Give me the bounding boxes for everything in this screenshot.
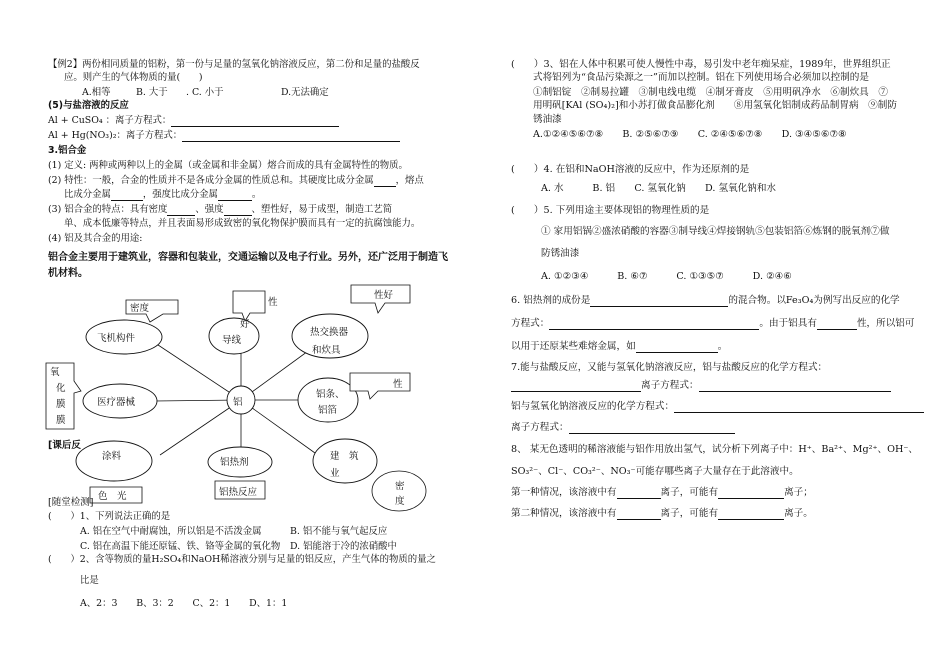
diagram-thermite: 铝热剂 [220, 457, 249, 468]
q1-option-d: D. 铝能溶于冷的浓硝酸中 [290, 541, 397, 552]
alloy-properties-line2: 比成分金属 ，强度比成分金属 。 [64, 189, 262, 200]
diagram-plane: 飞机构件 [97, 333, 136, 344]
q6-line2: 方程式： 。由于铝具有 性，所以铝可 [511, 318, 915, 329]
q7-line2: 离子方程式： [511, 380, 891, 392]
q6-line1: 6. 铝热剂的成份是 的混合物。以Fe₃O₄为例写出反应的化学 [511, 295, 900, 306]
section-salt-reaction: (5)与盐溶液的反应 [48, 100, 129, 111]
q8-case1: 第一种情况，该溶液中有 离子，可能有 离子； [511, 487, 813, 498]
diagram-homework: [课后反 [48, 440, 81, 451]
diagram-classcheck: [随堂检测] [48, 497, 94, 508]
diagram-conductor: 导线 [222, 335, 242, 346]
example-2-line1: 【例2】两份相同质量的铝粉，第一份与足量的氢氧化钠溶液反应，第二份和足量的盐酸反 [48, 59, 420, 70]
alloy-definition: (1) 定义: 两种或两种以上的金属（或金属和非金属）熔合而成的具有金属特性的物质。 [48, 160, 408, 171]
alloy-features-line1: (3) 铝合金的特点：具有密度 、强度 、塑性好，易于成型，制造工艺简 [48, 204, 393, 215]
q3-options: A.①②④⑤⑥⑦⑧ B. ②⑤⑥⑦⑨ C. ②④⑤⑥⑦⑧ D. ③④⑤⑥⑦⑧ [533, 129, 847, 140]
section-aluminum-alloy: 3.铝合金 [48, 145, 87, 156]
ex2-option-d: D.无法确定 [281, 87, 329, 98]
diagram-ox-0: 氧 [50, 367, 60, 378]
alloy-uses-bold-line2: 机材料。 [48, 268, 88, 279]
diagram-density2b: 度 [395, 496, 405, 507]
diagram-ox-1: 化 [56, 383, 66, 394]
q3-line3: ①制铝锭 ②制易拉罐 ③制电线电缆 ④制牙膏皮 ⑤用明矾净水 ⑥制炊具 ⑦ [533, 87, 888, 98]
q1-option-c: C. 铝在高温下能还原锰、铁、铬等金属的氧化物 [80, 541, 281, 552]
diagram-paint: 涂料 [102, 451, 122, 462]
q5-line: ( ）5. 下列用途主要体现铝的物理性质的是 [511, 205, 710, 216]
diagram-center: 铝 [233, 397, 243, 408]
q5-line2: ① 家用铝锅②盛浓硝酸的容器③制导线④焊接钢轨⑤包装铝箔⑥炼钢的脱氧剂⑦做 [541, 226, 890, 237]
q1-option-a: A. 铝在空气中耐腐蚀，所以铝是不活泼金属 [80, 526, 262, 537]
q5-line3: 防锈油漆 [541, 248, 580, 259]
q7-line4: 离子方程式： [511, 422, 735, 434]
diagram-strip1: 铝条、 [316, 389, 345, 400]
q1-option-b: B. 铝不能与氧气起反应 [290, 526, 388, 537]
alloy-features-line2: 单、成本低廉等特点，并且表面易形成致密的氧化物保护膜而具有一定的抗腐蚀能力。 [64, 218, 421, 229]
q8-line1: 8、 某无色透明的稀溶液能与铝作用放出氢气，试分析下列离子中：H⁺、Ba²⁺、Mg²⁺、OH⁻、 [511, 444, 919, 455]
q8-case2: 第二种情况，该溶液中有 离子，可能有 离子。 [511, 508, 813, 519]
diagram-xinghao: 性好 [374, 290, 394, 301]
diagram-build2: 业 [330, 468, 340, 479]
aluminum-uses-diagram [0, 283, 475, 523]
diagram-heat1: 热交换器 [310, 327, 349, 338]
right-column [475, 0, 950, 671]
ex2-option-c: . C. 小于 [186, 87, 224, 98]
alloy-properties-line1: (2) 特性：一般，合金的性质并不是各成分金属的性质总和。其硬度比成分金属 ，熔点 [48, 175, 424, 186]
q3-line2: 式将铝列为“食品污染源之一”而加以控制。铝在下列使用场合必须加以控制的是 [533, 72, 869, 83]
q3-line5: 锈油漆 [533, 114, 562, 125]
diagram-density1: 密度 [130, 303, 150, 314]
ex2-option-a: A.相等 [82, 87, 111, 98]
diagram-color: 色 光 [98, 491, 127, 502]
q2-line1: ( ）2、含等物质的量H₂SO₄和NaOH稀溶液分别与足量的铝反应，产生气体的物质的量之 [48, 554, 436, 565]
example-2-line2: 应。则产生的气体物质的量( ) [64, 72, 203, 83]
diagram-ox-2: 膜 [56, 399, 66, 410]
q2-options: A、2：3 B、3：2 C、2：1 D、1：1 [80, 598, 288, 609]
diagram-xing: 性 [268, 297, 278, 308]
q5-options: A. ①②③④ B. ⑥⑦ C. ①③⑤⑦ D. ②④⑥ [541, 271, 792, 282]
q6-line3: 以用于还原某些难熔金属，如 。 [511, 341, 728, 352]
q3-line4: 用明矾[KAl (SO₄)₂]和小苏打做食品膨化剂 ⑧用氢氧化铝制成药品制胃病 ⑨制防 [533, 100, 897, 111]
q2-line2: 比是 [80, 575, 99, 586]
diagram-heat2: 和炊具 [312, 345, 341, 356]
diagram-density2a: 密 [395, 481, 405, 492]
q4-line: ( ）4. 在铝和NaOH溶液的反应中，作为还原剂的是 [511, 164, 750, 175]
diagram-ox-3: 膜 [56, 415, 66, 426]
hgno3-line: Al + Hg(NO₃)₂：离子方程式： [48, 130, 400, 142]
diagram-xing2: 性 [393, 379, 403, 390]
alloy-uses-heading: (4) 铝及其合金的用途: [48, 233, 143, 244]
q3-line1: ( ）3、铝在人体中积累可使人慢性中毒，易引发中老年痴呆症，1989年，世界组织正 [511, 59, 891, 70]
q7-line1: 7.能与盐酸反应，又能与氢氧化钠溶液反应，铝与盐酸反应的化学方程式： [511, 362, 828, 373]
diagram-strip2: 铝箔 [318, 405, 338, 416]
cuso4-line: Al + CuSO₄ ：离子方程式： [48, 115, 339, 127]
q1-line: ( ）1、下列说法正确的是 [48, 511, 171, 522]
diagram-thermite-reaction: 铝热反应 [219, 487, 258, 498]
diagram-good: 好 [240, 319, 250, 330]
alloy-uses-bold-line1: 铝合金主要用于建筑业，容器和包装业，交通运输以及电子行业。另外，还广泛用于制造飞 [48, 252, 448, 263]
ex2-option-b: B. 大于 [136, 87, 168, 98]
q8-line2: SO₃²⁻、Cl⁻、CO₃²⁻、NO₃⁻可能存哪些离子大量存在于此溶液中。 [511, 466, 799, 477]
diagram-build1: 建 筑 [330, 451, 359, 462]
q4-options: A. 水 B. 铝 C. 氢氧化钠 D. 氢氧化钠和水 [541, 183, 777, 194]
q7-line3: 铝与氢氧化钠溶液反应的化学方程式： [511, 401, 924, 413]
diagram-medical: 医疗器械 [97, 397, 136, 408]
